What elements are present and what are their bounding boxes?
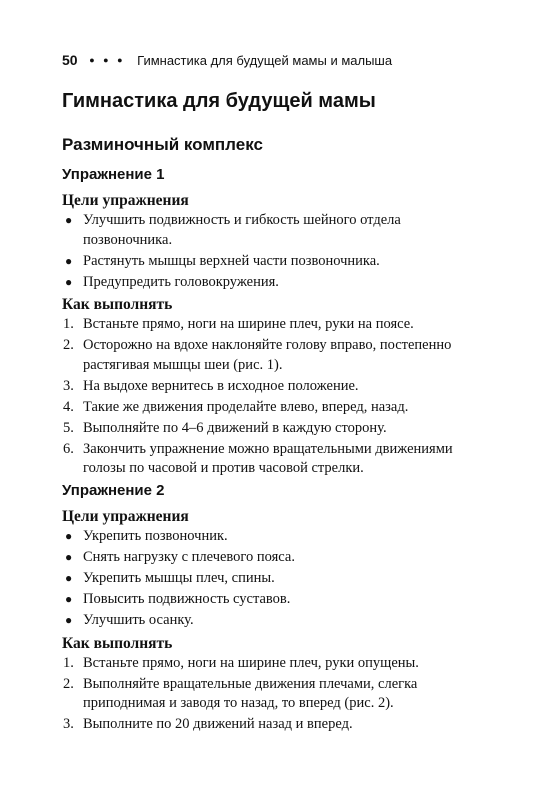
goal-text: Укрепить мышцы плеч, спины. bbox=[83, 570, 275, 586]
running-head bbox=[62, 52, 392, 68]
goal-item bbox=[62, 611, 492, 631]
step-item bbox=[62, 398, 492, 418]
exercise-2 bbox=[62, 480, 492, 736]
step-text: Выполните по 20 движений назад и вперед. bbox=[83, 716, 353, 732]
step-item bbox=[62, 336, 492, 375]
running-head-title: Гимнастика для будущей мамы и малыша bbox=[137, 53, 393, 68]
goal-item bbox=[62, 569, 492, 589]
goals-title: Цели упражнения bbox=[62, 508, 189, 525]
goal-text: Улучшить осанку. bbox=[83, 612, 194, 628]
goal-item bbox=[62, 211, 492, 250]
bullet-icon bbox=[65, 548, 72, 568]
chapter-heading: Гимнастика для будущей мамы bbox=[62, 90, 376, 112]
step-number: 3. bbox=[63, 716, 74, 732]
step-number: 5. bbox=[63, 419, 74, 436]
steps-list bbox=[62, 654, 492, 735]
step-item bbox=[62, 715, 492, 735]
bullet-icon bbox=[65, 569, 72, 589]
bullet-icon bbox=[65, 211, 72, 231]
step-item bbox=[62, 377, 492, 397]
exercise-title: Упражнение 2 bbox=[62, 482, 165, 499]
goal-text: Предупредить головокружения. bbox=[83, 273, 279, 290]
step-text: Выполняйте по 4–6 движений в каждую сторону. bbox=[83, 419, 387, 436]
step-item bbox=[62, 654, 492, 674]
goal-text: Улучшить подвижность и гибкость шейного отдела позвоночника. bbox=[83, 212, 401, 248]
goal-text: Укрепить позвоночник. bbox=[83, 528, 228, 544]
step-number: 3. bbox=[63, 377, 74, 394]
step-text: Встаньте прямо, ноги на ширине плеч, руки на поясе. bbox=[83, 316, 414, 332]
step-item bbox=[62, 419, 492, 439]
step-text: Такие же движения проделайте влево, вперед, назад. bbox=[83, 398, 409, 415]
section-heading: Разминочный комплекс bbox=[62, 135, 263, 154]
bullet-icon bbox=[65, 252, 72, 272]
running-head-dots: ● ● ● bbox=[89, 55, 126, 65]
step-text: Осторожно на вдохе наклоняйте голову вправо, постепенно растягивая мышцы шеи (рис. 1). bbox=[83, 337, 452, 373]
goal-text: Снять нагрузку с плечевого пояса. bbox=[83, 549, 295, 565]
step-number: 1. bbox=[63, 654, 74, 671]
step-text: На выдохе вернитесь в исходное положение. bbox=[83, 377, 359, 394]
step-item bbox=[62, 440, 492, 479]
step-text: Закончить упражнение можно вращательными движениями голозы по часовой и против часовой стрелки. bbox=[83, 440, 453, 476]
goal-text: Повысить подвижность суставов. bbox=[83, 591, 291, 607]
step-number: 6. bbox=[63, 440, 74, 457]
page-number: 50 bbox=[62, 52, 78, 68]
step-text: Встаньте прямо, ноги на ширине плеч, руки опущены. bbox=[83, 654, 419, 671]
step-text: Выполняйте вращательные движения плечами, слегка приподнимая и заводя то назад, то вперед (рис. 2). bbox=[83, 675, 418, 711]
how-title: Как выполнять bbox=[62, 296, 173, 313]
goals-list bbox=[62, 211, 492, 292]
step-item bbox=[62, 315, 492, 335]
goal-item bbox=[62, 590, 492, 610]
steps-list bbox=[62, 315, 492, 479]
bullet-icon bbox=[65, 590, 72, 610]
goal-item bbox=[62, 548, 492, 568]
goal-text: Растянуть мышцы верхней части позвоночника. bbox=[83, 252, 380, 269]
bullet-icon bbox=[65, 273, 72, 293]
how-title: Как выполнять bbox=[62, 634, 173, 652]
exercise-1 bbox=[62, 164, 492, 480]
goal-item bbox=[62, 252, 492, 272]
step-item bbox=[62, 675, 492, 714]
goal-item bbox=[62, 527, 492, 547]
goal-item bbox=[62, 273, 492, 293]
step-number: 4. bbox=[63, 398, 74, 415]
goals-title: Цели упражнения bbox=[62, 192, 189, 209]
step-number: 1. bbox=[63, 316, 74, 332]
bullet-icon bbox=[65, 527, 72, 547]
goals-list bbox=[62, 527, 492, 631]
step-number: 2. bbox=[63, 675, 74, 692]
bullet-icon bbox=[65, 611, 72, 631]
step-number: 2. bbox=[63, 337, 74, 353]
exercise-title: Упражнение 1 bbox=[62, 166, 165, 183]
